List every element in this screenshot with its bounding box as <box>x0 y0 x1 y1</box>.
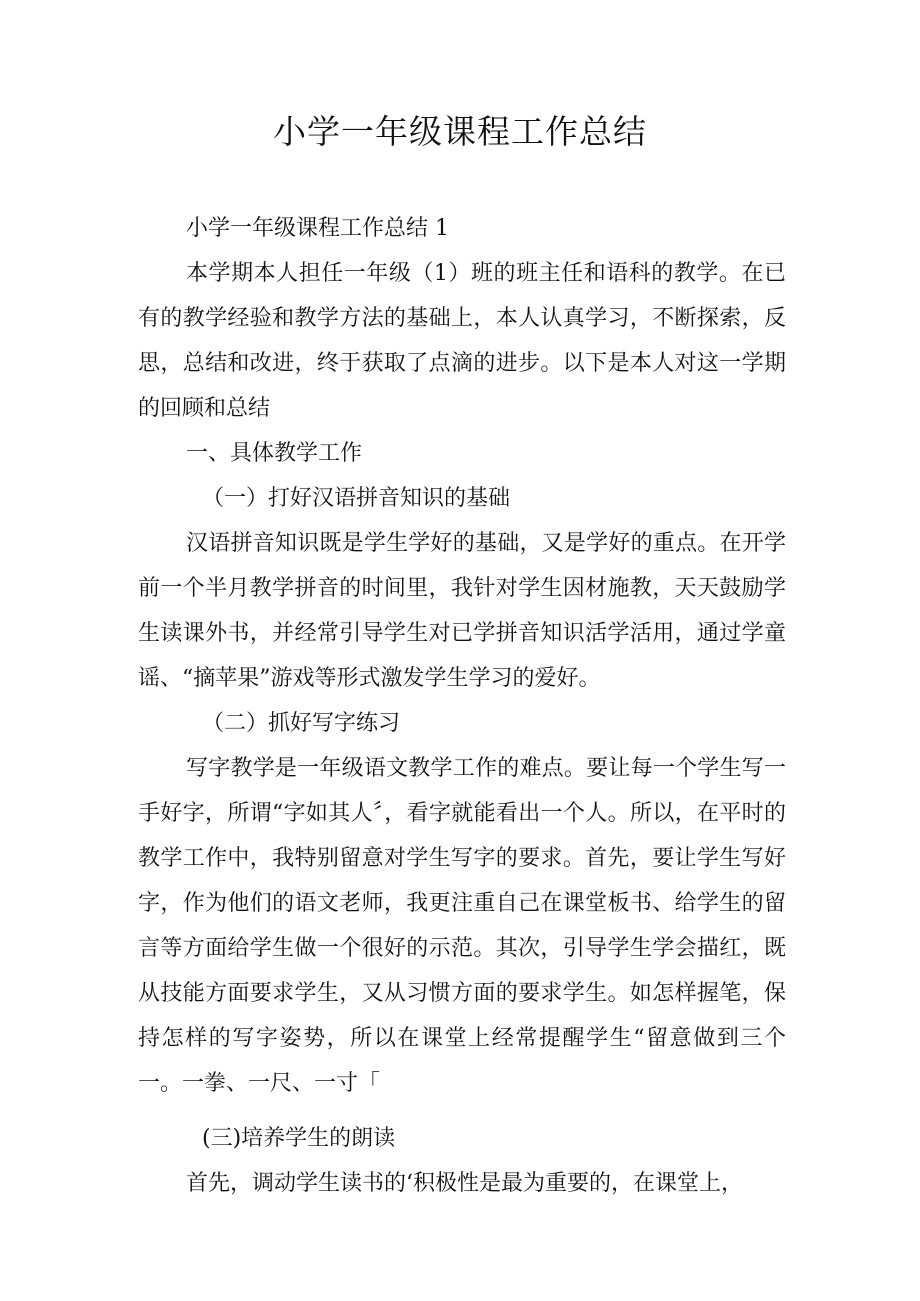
document-title: 小学一年级课程工作总结 <box>273 112 647 151</box>
section-title: 小学一年级课程工作总结 1 <box>186 216 449 241</box>
subheading-pinyin-foundation: （一）打好汉语拼音知识的基础 <box>202 486 511 511</box>
reading-paragraph: 首先，调动学生读书的‘积极性是最为重要的，在课堂上， <box>186 1171 743 1196</box>
subheading-reading-aloud: (三)培养学生的朗读 <box>202 1126 396 1151</box>
intro-paragraph: 本学期本人担任一年级（1）班的班主任和语科的教学。在已有的教学经验和教学方法的基础上，本人认真学习，不断探索，反思，总结和改进，终于获取了点滴的进步。以下是本人对这一学期的回顾和总结 <box>138 261 786 421</box>
pinyin-paragraph: 汉语拼音知识既是学生学好的基础，又是学好的重点。在开学前一个半月教学拼音的时间里，我针对学生因材施教，天天鼓励学生读课外书，并经常引导学生对已学拼音知识活学活用，通过学童谣、“摘苹果”游戏等形式激发学生学习的爱好。 <box>138 531 786 691</box>
heading-concrete-teaching-work: 一、具体教学工作 <box>186 441 363 466</box>
document-body <box>138 206 786 1206</box>
writing-paragraph: 写字教学是一年级语文教学工作的难点。要让每一个学生写一手好字，所谓“字如其人〞，看字就能看出一个人。所以，在平时的教学工作中，我特别留意对学生写字的要求。首先，要让学生写好字，作为他们的语文老师，我更注重自己在课堂板书、给学生的留言等方面给学生做一个很好的示范。其次，引导学生学会描红，既从技能方面要求学生，又从习惯方面的要求学生。如怎样握笔，保持怎样的写字姿势，所以在课堂上经常提醒学生“留意做到三个一。一拳、一尺、一寸「 <box>138 756 786 1096</box>
subheading-writing-practice: （二）抓好写字练习 <box>202 711 401 736</box>
